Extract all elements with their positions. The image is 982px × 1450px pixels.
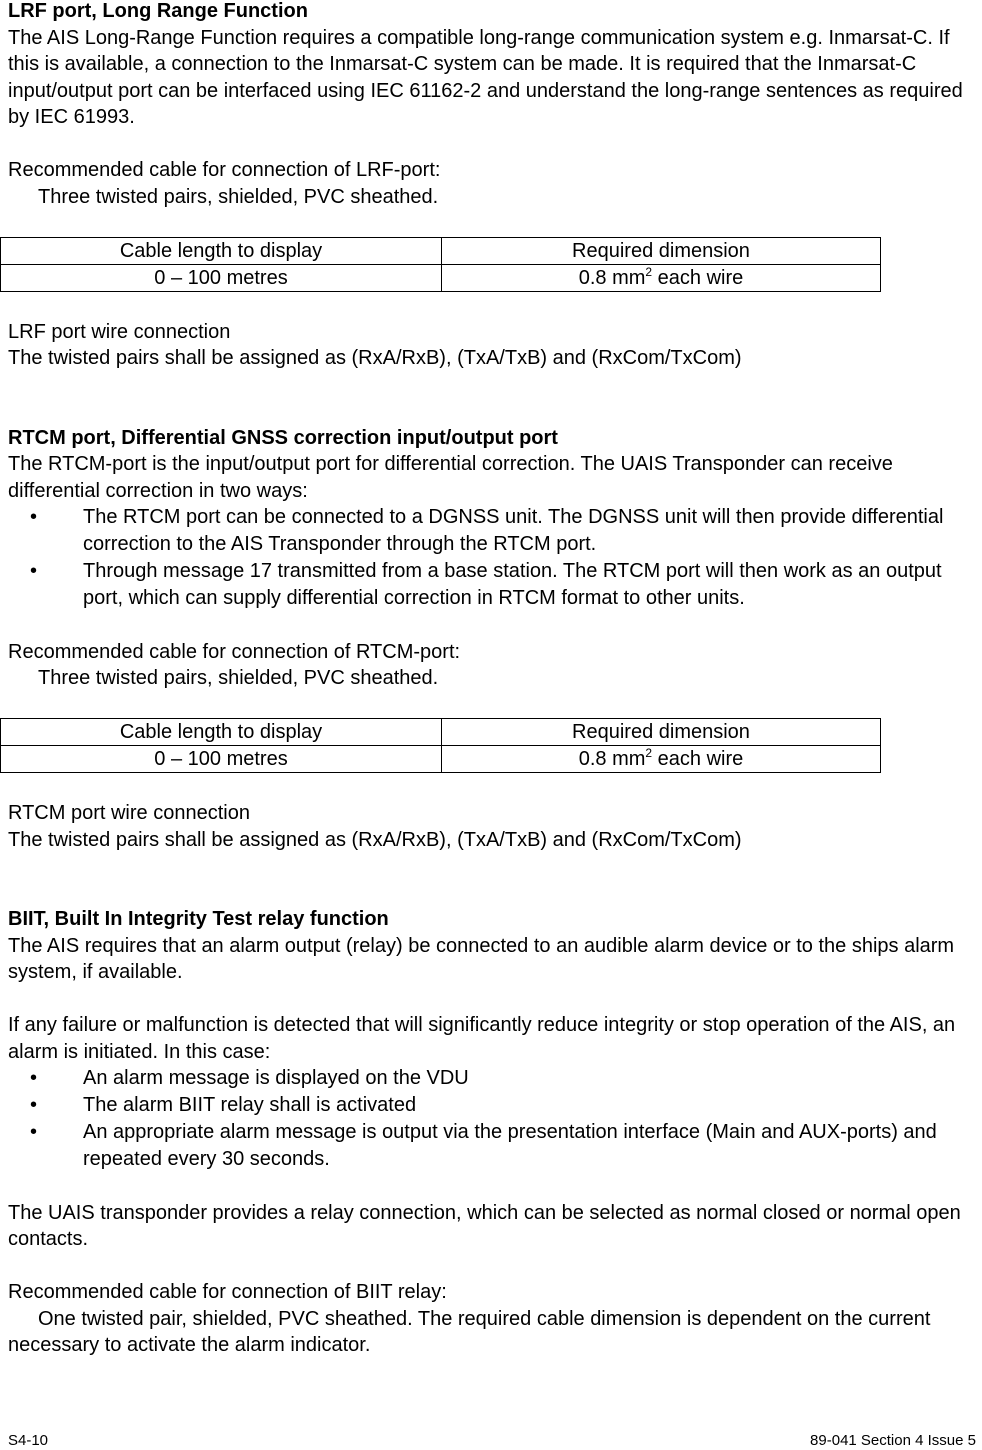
table-cell: 0 – 100 metres — [1, 264, 442, 291]
lrf-wire-desc: The twisted pairs shall be assigned as (RxA/RxB), (TxA/TxB) and (RxCom/TxCom) — [8, 347, 742, 369]
table-cell — [442, 746, 881, 773]
rtcm-cable-table — [0, 718, 881, 773]
biit-intro: The AIS requires that an alarm output (relay) be connected to an audible alarm device or to the ships alarm system, if available. — [8, 934, 955, 983]
rtcm-wire-title: RTCM port wire connection — [8, 802, 250, 824]
rtcm-bullet-list — [8, 504, 978, 612]
dimension-suffix: each wire — [652, 748, 744, 770]
list-item-text: Through message 17 transmitted from a base station. The RTCM port will then work as an output port, which can supply differential correction in RTCM format to other units. — [83, 560, 942, 609]
biit-heading: BIIT, Built In Integrity Test relay function — [8, 908, 389, 930]
biit-bullet-list — [8, 1065, 978, 1173]
biit-cable-title: Recommended cable for connection of BIIT relay: — [8, 1281, 447, 1303]
list-item-text: The alarm BIIT relay shall is activated — [83, 1094, 417, 1116]
table-header-cell: Required dimension — [442, 719, 881, 746]
table-cell: 0 – 100 metres — [1, 746, 442, 773]
table-header-cell: Required dimension — [442, 237, 881, 264]
lrf-cable-table — [0, 237, 881, 292]
lrf-intro: The AIS Long-Range Function requires a compatible long-range communication system e.g. Inmarsat-C. If this is available, a connection to the Inmarsat-C system can be made. It is required that the Inmarsat-C input/output port can be interfaced using IEC 61162-2 and understand the long-range sentences as required by IEC 61993. — [8, 26, 963, 128]
table-row — [1, 264, 881, 291]
rtcm-cable-title: Recommended cable for connection of RTCM-port: — [8, 640, 461, 663]
dimension-value: 0.8 mm — [578, 748, 646, 770]
rtcm-wire-desc: The twisted pairs shall be assigned as (RxA/RxB), (TxA/TxB) and (RxCom/TxCom) — [8, 828, 742, 851]
lrf-cable-title: Recommended cable for connection of LRF-port: — [8, 159, 441, 181]
dimension-suffix: each wire — [652, 266, 744, 289]
table-header-cell: Cable length to display — [1, 237, 442, 264]
table-header-row — [1, 237, 881, 264]
table-cell — [442, 264, 881, 291]
table-header-row — [1, 719, 881, 746]
dimension-superscript: 2 — [645, 264, 653, 279]
lrf-section — [8, 0, 978, 372]
table-header-cell: Cable length to display — [1, 719, 442, 746]
rtcm-cable-desc: Three twisted pairs, shielded, PVC sheathed. — [38, 667, 439, 689]
lrf-wire-title: LRF port wire connection — [8, 320, 231, 343]
bullet-icon: • — [30, 1121, 38, 1143]
bullet-icon: • — [30, 560, 38, 582]
bullet-icon: • — [30, 1067, 38, 1089]
biit-relay-text: The UAIS transponder provides a relay connection, which can be selected as normal closed or normal open contacts. — [8, 1201, 961, 1250]
biit-failure-text: If any failure or malfunction is detected that will significantly reduce integrity or stop operation of the AIS, an alarm is initiated. In this case: — [8, 1014, 956, 1063]
page-number: S4-10 — [8, 1432, 49, 1449]
rtcm-section — [8, 425, 978, 854]
document-page — [8, 0, 978, 1359]
list-item — [8, 1065, 978, 1092]
list-item — [8, 1119, 978, 1173]
document-reference: 89-041 Section 4 Issue 5 — [810, 1432, 976, 1449]
rtcm-intro: The RTCM-port is the input/output port for differential correction. The UAIS Transponder can receive differential correction in two ways: — [8, 453, 893, 502]
lrf-heading: LRF port, Long Range Function — [8, 0, 308, 22]
list-item-text: An appropriate alarm message is output via the presentation interface (Main and AUX-ports) and repeated every 30 seconds. — [83, 1121, 937, 1170]
bullet-icon: • — [30, 1094, 38, 1116]
list-item — [8, 504, 978, 558]
dimension-superscript: 2 — [645, 746, 653, 760]
biit-cable-desc: One twisted pair, shielded, PVC sheathed. The required cable dimension is dependent on the current necessary to activate the alarm indicator. — [8, 1307, 931, 1356]
biit-section — [8, 906, 978, 1359]
list-item-text: The RTCM port can be connected to a DGNSS unit. The DGNSS unit will then provide differential correction to the AIS Transponder through the RTCM port. — [83, 506, 944, 555]
lrf-cable-desc: Three twisted pairs, shielded, PVC sheathed. — [38, 185, 439, 208]
dimension-value: 0.8 mm — [578, 266, 646, 289]
list-item — [8, 1092, 978, 1119]
list-item — [8, 558, 978, 612]
rtcm-heading: RTCM port, Differential GNSS correction input/output port — [8, 426, 558, 449]
table-row — [1, 746, 881, 773]
list-item-text: An alarm message is displayed on the VDU — [83, 1067, 469, 1089]
bullet-icon: • — [30, 506, 38, 528]
